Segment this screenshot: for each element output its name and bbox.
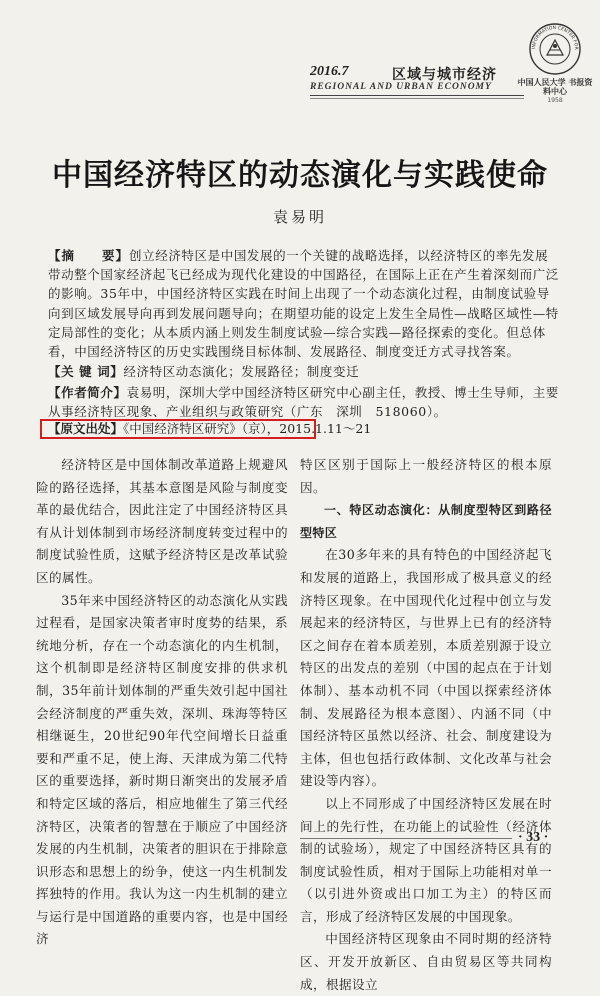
abstract-block	[48, 246, 560, 361]
seal-caption: 中国人民大学 书报资料中心	[517, 77, 593, 96]
keywords-label: 【关 键 词】	[48, 364, 124, 379]
article-author: 袁易明	[272, 208, 327, 226]
journal-name-en: REGIONAL AND URBAN ECONOMY	[310, 82, 492, 92]
source-label: 【原文出处】	[48, 421, 124, 436]
bio-text: 袁易明，深圳大学中国经济特区研究中心副主任，教授、博士生导师，主要从事经济特区现象、产业组织与政策研究（广东 深圳 518060）。	[48, 385, 559, 420]
header-rule-thin	[310, 98, 524, 99]
source-block	[48, 421, 372, 437]
bio-label: 【作者简介】	[48, 385, 127, 400]
publisher-seal-icon	[528, 22, 582, 76]
issue-number: 2016.7	[310, 64, 349, 79]
seal-year: 1958	[547, 96, 563, 104]
body-paragraph: 中国经济特区现象由不同时期的经济特区、开发开放新区、自由贸易区等共同构成，根据设立	[300, 931, 552, 992]
source-text: 《中国经济特区研究》（京），2015.1.11～21	[123, 421, 372, 436]
body-paragraph: 经济特区是中国体制改革道路上规避风险的路径选择，其基本意图是风险与制度变革的最优结合，因此注定了中国经济特区具有从计划体制到市场经济制度转变过程中的制度试验性质，这赋予经济特区是改革试验区的属性。	[36, 457, 288, 585]
keywords-block	[48, 362, 560, 381]
abstract-label: 【摘 要】	[48, 248, 130, 263]
body-paragraph: 35年来中国经济特区的动态演化从实践过程看，是国家决策者审时度势的结果，系统地分析，存在一个动态演化的内生机制，这个机制即是经济特区制度安排的供求机制，35年前计划体制的严重失效引起中国社会经济制度的严重失效，深圳、珠海等特区相继诞生，20世纪90年代空间增长日益重要和严重不足，使上海、天津成为第二代特区的重要选择，新时期日渐突出的发展矛盾和特定区域的落后，相应地催生了第三代经济特区，决策者的智慧在于顺应了中国经济发展的内生机制，决策者的胆识在于排除意识形态和思想上的纷争，使这一内生机制发挥独特的作用。我认为这一内生机制的建立与运行是中国道路的重要内容，也是中国经济	[36, 592, 288, 947]
header-rule	[310, 95, 524, 96]
body-paragraph: 以上不同形成了中国经济特区发展在时间上的先行性，在功能上的试验性（经济体制的试验场），规定了中国经济特区具有的制度试验性质，相对于国际上功能相对单一（以引进外资或出口加工为主）的特区而言，形成了经济特区发展的中国现象。	[300, 795, 552, 924]
abstract-text: 创立经济特区是中国发展的一个关键的战略选择，以经济特区的率先发展带动整个国家经济起飞已经成为现代化建设的中国路径，在国际上正在产生着深刻而广泛的影响。35年中，中国经济特区实践在时间上出现了一个动态演化过程，由制度试验导向到区域发展导向再到发展问题导向；在期望功能的设定上发生全局性—战略区域性—特定局部性的变化；从本质内涵上则发生制度试验—综合实践—路径探索的变化。但总体看，中国经济特区的历史实践围绕目标体制、发展路径、制度变迁方式寻找答案。	[48, 248, 559, 360]
body-paragraph: 在30多年来的具有特色的中国经济起飞和发展的道路上，我国形成了极具意义的经济特区现象。在中国现代化过程中创立与发展起来的经济特区，与世界上已有的经济特区之间存在着本质差别，本质差别源于设立特区的出发点的差别（中国的起点在于计划体制）、基本动机不同（中国以探索经济体制、发展路径为根本意图）、内涵不同（中国经济特区虽然以经济、社会、制度建设为主体，但也包括行政体制、文化改革与社会建设等内容）。	[300, 547, 552, 789]
body-column-right	[300, 454, 552, 996]
keywords-text: 经济特区动态演化；发展路径；制度变迁	[123, 364, 360, 379]
footer-rule	[300, 838, 512, 839]
body-paragraph-continued: 特区区别于国际上一般经济特区的根本原因。	[300, 457, 552, 495]
article-title: 中国经济特区的动态演化与实践使命	[52, 158, 548, 193]
journal-name-cn: 区域与城市经济	[392, 67, 497, 83]
section-heading: 一、特区动态演化：从制度型特区到路径型特区	[300, 503, 552, 540]
journal-header	[0, 0, 600, 110]
author-bio-block	[48, 383, 560, 421]
seal-ring-text: INFORMATION CENTER FOR	[531, 25, 579, 50]
page-number: · 33 ·	[518, 830, 549, 845]
